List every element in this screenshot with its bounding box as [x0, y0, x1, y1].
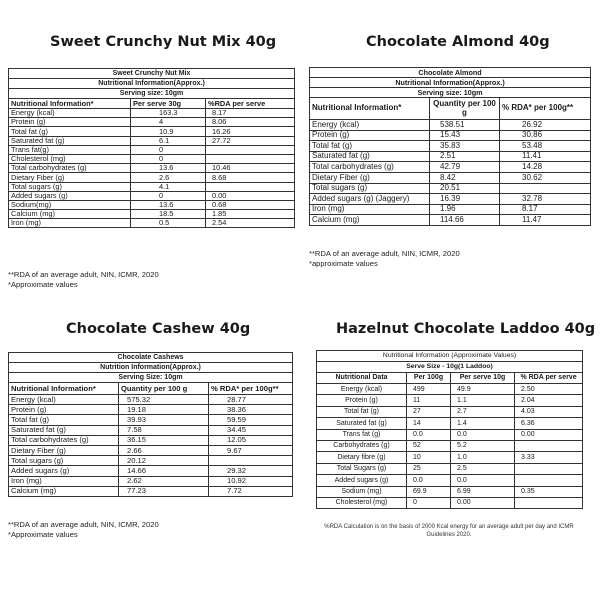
table-row: [317, 475, 583, 486]
nutrient-label: Energy (kcal): [9, 395, 119, 405]
table-row: [310, 141, 591, 152]
nutrient-value: 53.48: [500, 141, 591, 152]
nutrient-value: [515, 463, 583, 474]
table-row: [310, 151, 591, 162]
table-row: [310, 204, 591, 215]
nutrient-value: 13.6: [131, 164, 206, 173]
nutrient-value: 77.23: [119, 486, 209, 496]
table-row: [317, 384, 583, 395]
nutrient-value: 0.0: [407, 429, 451, 440]
nutrient-value: 19.18: [119, 405, 209, 415]
nutrient-value: 11: [407, 395, 451, 406]
nutrient-label: Total Sugars (g): [317, 463, 407, 474]
table-row: [9, 405, 293, 415]
nutrient-value: 0.35: [515, 486, 583, 497]
nutrient-value: 0: [131, 154, 206, 163]
nutrient-value: [206, 182, 295, 191]
table-row: [9, 456, 293, 466]
table-title: Chocolate Cashews: [9, 353, 293, 363]
nutrient-value: 6.99: [451, 486, 515, 497]
footnote-rda: **RDA of an average adult, NIN, ICMR, 2020: [309, 249, 460, 258]
nutrient-value: 2.51: [430, 151, 500, 162]
nutrient-value: 538.51: [430, 120, 500, 131]
nutrient-value: 114.66: [430, 215, 500, 226]
nutrient-value: 1.96: [430, 204, 500, 215]
nutrient-value: [515, 497, 583, 508]
nutrient-label: Protein (g): [310, 130, 430, 141]
nutrient-value: 11.41: [500, 151, 591, 162]
nutrition-table-chocolate-almond: [309, 67, 591, 226]
nutrient-value: 8.17: [500, 204, 591, 215]
table-row: [9, 164, 295, 173]
nutrient-value: 8.06: [206, 118, 295, 127]
nutrient-label: Energy (kcal): [310, 120, 430, 131]
nutrient-label: Protein (g): [317, 395, 407, 406]
nutrient-value: 27: [407, 406, 451, 417]
table-row: [9, 154, 295, 163]
nutrient-value: 0: [407, 497, 451, 508]
footnote-approx: *Approximate values: [8, 280, 78, 290]
table-subtitle: Nutritional Information(Approx.): [9, 79, 295, 89]
nutrient-value: 0.0: [451, 429, 515, 440]
nutrient-label: Total sugars (g): [310, 183, 430, 194]
column-header: Nutritional Data: [317, 373, 407, 384]
table-row: [9, 435, 293, 445]
nutrient-label: Added sugars (g): [317, 475, 407, 486]
column-header: Nutritional Information*: [310, 98, 430, 120]
nutrient-value: [209, 456, 293, 466]
heading-sweet-crunchy-nut-mix: Sweet Crunchy Nut Mix 40g: [50, 34, 277, 50]
nutrient-value: 1.0: [451, 452, 515, 463]
nutrient-value: 1.4: [451, 418, 515, 429]
column-header: % RDA* per 100g**: [500, 98, 591, 120]
nutrient-value: 29.32: [209, 466, 293, 476]
nutrient-label: Protein (g): [9, 405, 119, 415]
table-row: [310, 120, 591, 131]
nutrient-label: Calcium (mg): [9, 210, 131, 219]
nutrient-value: 32.78: [500, 194, 591, 205]
nutrient-value: 499: [407, 384, 451, 395]
heading-chocolate-cashew: Chocolate Cashew 40g: [66, 321, 251, 337]
nutrient-value: 16.39: [430, 194, 500, 205]
nutrient-value: 12.05: [209, 435, 293, 445]
nutrient-value: 0: [131, 191, 206, 200]
nutrient-value: 2.66: [119, 445, 209, 455]
footnote-block: [8, 270, 159, 291]
nutrient-value: 30.62: [500, 172, 591, 183]
nutrient-value: 8.68: [206, 173, 295, 182]
nutrient-value: [206, 154, 295, 163]
nutrient-value: 11.47: [500, 215, 591, 226]
footnote-rda-calculation: %RDA Calculation is on the basis of 2000 Kcal energy for an average adult per day and ICMR Guidelines 2020.: [324, 524, 574, 538]
nutrient-value: 0: [131, 145, 206, 154]
nutrient-value: 10: [407, 452, 451, 463]
nutrition-table-chocolate-cashew: [8, 352, 293, 497]
nutrient-label: Total fat (g): [317, 406, 407, 417]
nutrient-label: Iron (mg): [310, 204, 430, 215]
table-row: [310, 194, 591, 205]
nutrient-value: 2.50: [515, 384, 583, 395]
nutrient-label: Total fat (g): [310, 141, 430, 152]
nutrient-label: Dietary Fiber (g): [9, 173, 131, 182]
nutrient-label: Total fat (g): [9, 415, 119, 425]
nutrient-value: 52: [407, 440, 451, 451]
nutrient-label: Dietary Fiber (g): [9, 445, 119, 455]
column-header: Quantity per 100 g: [119, 383, 209, 395]
table-row: [9, 200, 295, 209]
nutrient-value: 28.77: [209, 395, 293, 405]
nutrient-value: 10.92: [209, 476, 293, 486]
nutrient-value: 2.62: [119, 476, 209, 486]
nutrient-value: 25: [407, 463, 451, 474]
nutrient-value: 0.0: [407, 475, 451, 486]
nutrient-value: 10.46: [206, 164, 295, 173]
table-row: [9, 219, 295, 228]
table-row: [310, 183, 591, 194]
nutrient-label: Added sugars (g): [9, 191, 131, 200]
table-row: [310, 162, 591, 173]
nutrient-value: 69.9: [407, 486, 451, 497]
nutrient-value: 35.83: [430, 141, 500, 152]
nutrient-label: Carbohydrates (g): [317, 440, 407, 451]
table-row: [317, 452, 583, 463]
nutrient-value: 42.79: [430, 162, 500, 173]
table-row: [9, 466, 293, 476]
column-header: Nutritional Information*: [9, 383, 119, 395]
nutrient-label: Total carbohydrates (g): [310, 162, 430, 173]
nutrient-value: 2.7: [451, 406, 515, 417]
nutrient-value: [206, 145, 295, 154]
nutrient-value: 27.72: [206, 136, 295, 145]
nutrient-label: Total carbohydrates (g): [9, 164, 131, 173]
nutrient-value: 1.1: [451, 395, 515, 406]
nutrient-value: 163.3: [131, 109, 206, 118]
nutrient-value: 3.33: [515, 452, 583, 463]
nutrient-value: 4.1: [131, 182, 206, 191]
table-title: Sweet Crunchy Nut Mix: [9, 69, 295, 79]
table-row: [9, 191, 295, 200]
column-header: Per serve 10g: [451, 373, 515, 384]
nutrient-value: 9.67: [209, 445, 293, 455]
nutrition-table-sweet-crunchy-nut-mix: [8, 68, 295, 228]
footnote-block: [309, 249, 460, 270]
nutrient-label: Dietary Fiber (g): [310, 172, 430, 183]
nutrient-label: Energy (kcal): [9, 109, 131, 118]
table-title: Chocolate Almond: [310, 68, 591, 78]
nutrient-value: 16.26: [206, 127, 295, 136]
table-subtitle: Nutrition Information(Approx.): [9, 363, 293, 373]
serving-size: Serve Size - 10g(1 Laddoo): [317, 362, 583, 373]
heading-hazelnut-chocolate-laddoo: Hazelnut Chocolate Laddoo 40g: [336, 321, 596, 337]
nutrient-value: 4.03: [515, 406, 583, 417]
serving-size: Serving size: 10gm: [9, 89, 295, 99]
nutrient-label: Iron (mg): [9, 476, 119, 486]
nutrient-value: 59.59: [209, 415, 293, 425]
nutrient-value: 26.92: [500, 120, 591, 131]
nutrient-label: Saturated fat (g): [317, 418, 407, 429]
table-row: [317, 463, 583, 474]
nutrient-label: Cholesterol (mg): [317, 497, 407, 508]
nutrient-label: Iron (mg): [9, 219, 131, 228]
nutrient-value: 0.00: [206, 191, 295, 200]
nutrient-label: Trans fat(g): [9, 145, 131, 154]
table-title: Nutritional Information (Approximate Values): [317, 351, 583, 362]
table-row: [9, 486, 293, 496]
nutrient-label: Calcium (mg): [9, 486, 119, 496]
table-row: [310, 172, 591, 183]
table-row: [9, 210, 295, 219]
nutrient-value: 0.0: [451, 475, 515, 486]
nutrient-label: Sodium(mg): [9, 200, 131, 209]
nutrient-value: 10.9: [131, 127, 206, 136]
nutrient-value: 0.00: [515, 429, 583, 440]
nutrient-label: Saturated fat (g): [9, 425, 119, 435]
nutrient-value: [515, 440, 583, 451]
nutrient-value: 5.2: [451, 440, 515, 451]
nutrient-value: 7.58: [119, 425, 209, 435]
column-header: Nutritional Information*: [9, 99, 131, 109]
nutrient-label: Protein (g): [9, 118, 131, 127]
footnote-rda: **RDA of an average adult, NIN, ICMR, 2020: [8, 270, 159, 279]
table-row: [9, 476, 293, 486]
table-row: [317, 440, 583, 451]
nutrient-value: 8.42: [430, 172, 500, 183]
nutrient-value: [515, 475, 583, 486]
nutrient-label: Total fat (g): [9, 127, 131, 136]
nutrient-value: 7.72: [209, 486, 293, 496]
column-header: % RDA per serve: [515, 373, 583, 384]
table-row: [9, 136, 295, 145]
nutrient-value: 2.6: [131, 173, 206, 182]
nutrient-value: 575.32: [119, 395, 209, 405]
nutrient-value: 8.17: [206, 109, 295, 118]
nutrient-value: 14.66: [119, 466, 209, 476]
nutrient-label: Cholesterol (mg): [9, 154, 131, 163]
nutrient-value: 18.5: [131, 210, 206, 219]
nutrient-value: 49.9: [451, 384, 515, 395]
column-header: Quantity per 100 g: [430, 98, 500, 120]
table-row: [9, 145, 295, 154]
nutrient-value: 14: [407, 418, 451, 429]
nutrient-label: Calcium (mg): [310, 215, 430, 226]
nutrient-value: 14.28: [500, 162, 591, 173]
nutrient-label: Sodium (mg): [317, 486, 407, 497]
column-header: % RDA* per 100g**: [209, 383, 293, 395]
footnote-block: [8, 520, 159, 541]
nutrient-label: Total sugars (g): [9, 456, 119, 466]
table-row: [317, 486, 583, 497]
footnote-approx: *Approximate values: [8, 530, 78, 540]
nutrient-value: 34.45: [209, 425, 293, 435]
table-row: [9, 118, 295, 127]
table-row: [9, 415, 293, 425]
table-row: [9, 109, 295, 118]
nutrient-label: Added sugars (g) (Jaggery): [310, 194, 430, 205]
nutrient-label: Added sugars (g): [9, 466, 119, 476]
nutrient-value: 20.12: [119, 456, 209, 466]
table-row: [9, 182, 295, 191]
table-row: [317, 395, 583, 406]
nutrient-value: 6.1: [131, 136, 206, 145]
nutrient-value: 0.5: [131, 219, 206, 228]
nutrient-value: [500, 183, 591, 194]
nutrient-label: Dietary fibre (g): [317, 452, 407, 463]
column-header: Per 100g: [407, 373, 451, 384]
nutrient-value: 13.6: [131, 200, 206, 209]
table-row: [317, 429, 583, 440]
nutrient-value: 39.93: [119, 415, 209, 425]
table-row: [310, 215, 591, 226]
nutrient-label: Saturated fat (g): [9, 136, 131, 145]
nutrient-label: Total carbohydrates (g): [9, 435, 119, 445]
table-row: [9, 127, 295, 136]
nutrient-label: Energy (kcal): [317, 384, 407, 395]
nutrient-value: 4: [131, 118, 206, 127]
table-row: [310, 130, 591, 141]
table-row: [317, 418, 583, 429]
footnote-rda: **RDA of an average adult, NIN, ICMR, 2020: [8, 520, 159, 529]
nutrition-table-hazelnut-chocolate-laddoo: [316, 350, 583, 509]
nutrient-value: 30.86: [500, 130, 591, 141]
table-row: [9, 445, 293, 455]
nutrient-value: 6.36: [515, 418, 583, 429]
table-subtitle: Nutritional Information(Approx.): [310, 78, 591, 88]
nutrient-value: 2.04: [515, 395, 583, 406]
nutrient-label: Trans fat (g): [317, 429, 407, 440]
column-header: Per serve 30g: [131, 99, 206, 109]
heading-chocolate-almond: Chocolate Almond 40g: [366, 34, 550, 50]
serving-size: Serving Size: 10gm: [9, 373, 293, 383]
serving-size: Serving size: 10gm: [310, 88, 591, 98]
nutrient-value: 2.54: [206, 219, 295, 228]
nutrient-value: 2.5: [451, 463, 515, 474]
nutrient-value: 0.00: [451, 497, 515, 508]
table-row: [317, 406, 583, 417]
footnote-approx: *approximate values: [309, 259, 378, 269]
table-row: [9, 173, 295, 182]
table-row: [9, 395, 293, 405]
table-row: [317, 497, 583, 508]
column-header: %RDA per serve: [206, 99, 295, 109]
nutrient-value: 38.36: [209, 405, 293, 415]
nutrient-value: 36.15: [119, 435, 209, 445]
nutrient-label: Saturated fat (g): [310, 151, 430, 162]
nutrient-label: Total sugars (g): [9, 182, 131, 191]
nutrient-value: 1.85: [206, 210, 295, 219]
nutrient-value: 20.51: [430, 183, 500, 194]
table-row: [9, 425, 293, 435]
nutrient-value: 15.43: [430, 130, 500, 141]
nutrient-value: 0.68: [206, 200, 295, 209]
